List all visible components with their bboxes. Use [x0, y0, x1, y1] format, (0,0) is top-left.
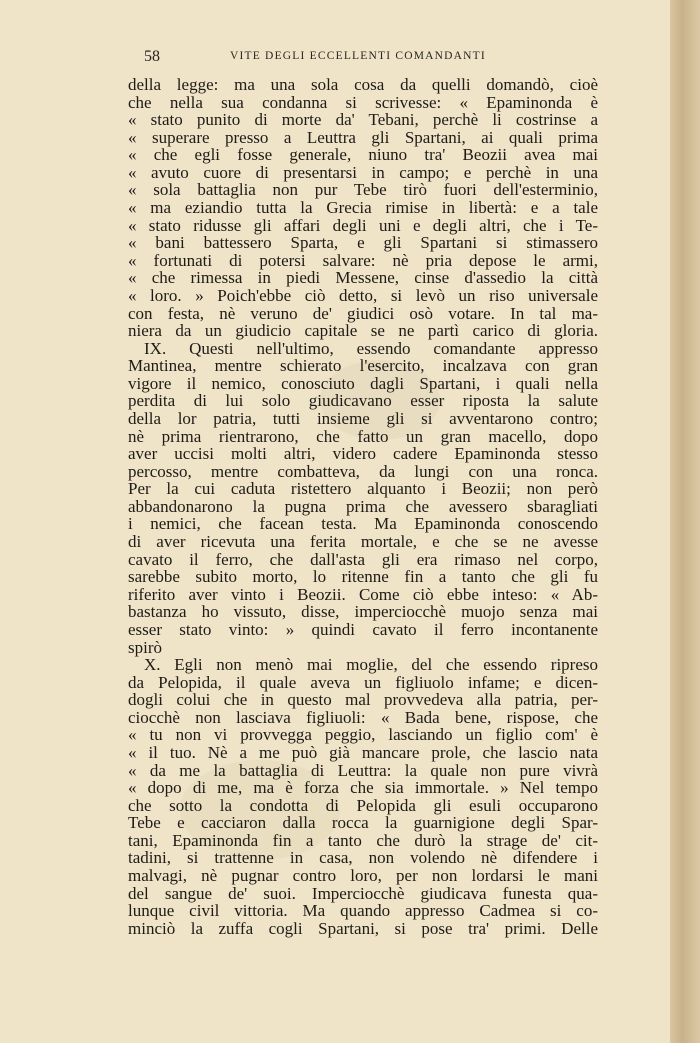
- text-line: « avuto cuore di presentarsi in campo; e perchè in una: [128, 162, 598, 182]
- text-line: Per la cui caduta ristettero alquanto i Beozii; non però: [128, 479, 598, 499]
- text-line: X. Egli non menò mai moglie, del che essendo ripreso: [144, 655, 598, 675]
- text-line: sarebbe subito morto, lo ritenne fin a tanto che gli fu: [128, 567, 598, 587]
- text-line: « bani battessero Sparta, e gli Spartani si stimassero: [128, 233, 598, 253]
- text-line: cavato il ferro, che dall'asta gli era rimaso nel corpo,: [128, 549, 598, 569]
- text-line: con festa, nè veruno de' giudici osò votare. In tal ma-: [128, 303, 598, 323]
- text-line: tani, Epaminonda fin a tanto che durò la strage de' cit-: [128, 830, 598, 850]
- running-title: VITE DEGLI ECCELLENTI COMANDANTI: [230, 50, 486, 62]
- text-line: i nemici, che facean testa. Ma Epaminonda conoscendo: [128, 514, 598, 534]
- text-line: « ma eziandio tutta la Grecia rimise in libertà: e a tale: [128, 198, 598, 218]
- text-line: abbandonarono la pugna prima che avessero sbaragliati: [128, 496, 598, 516]
- text-line: « che egli fosse generale, niuno tra' Beozii avea mai: [128, 145, 598, 165]
- text-line: nè prima rientrarono, che fatto un gran macello, dopo: [128, 426, 598, 446]
- text-line: da Pelopida, il quale aveva un figliuolo infame; e dicen-: [128, 672, 598, 692]
- text-line: della legge: ma una sola cosa da quelli domandò, cioè: [128, 75, 598, 94]
- text-line: niera da un giudicio capitale se ne partì carico di gloria.: [128, 321, 598, 341]
- text-line: della lor patria, tutti insieme gli si avventarono contro;: [128, 408, 598, 428]
- text-line: che nella sua condanna si scrivesse: « Epaminonda è: [128, 92, 598, 112]
- text-line: spirò: [128, 637, 162, 657]
- text-line: malvagi, nè pugnar contro loro, per non lordarsi le mani: [128, 866, 598, 886]
- text-line: « tu non vi provvegga peggio, lasciando un figlio com' è: [128, 725, 598, 745]
- text-line: tadini, si trattenne in casa, non volendo nè difendere i: [128, 848, 598, 868]
- text-line: del sangue de' suoi. Imperciocchè giudicava funesta qua-: [128, 883, 598, 903]
- text-line: vigore il nemico, conosciuto dagli Spartani, i quali nella: [128, 373, 598, 393]
- text-line: che sotto la condotta di Pelopida gli esuli occuparono: [128, 795, 598, 815]
- text-line: « sola battaglia non pur Tebe tirò fuori dell'esterminio,: [128, 180, 598, 200]
- text-line: lunque civil vittoria. Ma quando appresso Cadmea si co-: [128, 901, 598, 921]
- text-line: bastanza ho vissuto, disse, imperciocchè muojo senza mai: [128, 602, 598, 622]
- text-line: « stato punito di morte da' Tebani, perchè li costrinse a: [128, 110, 598, 130]
- text-line: riferito aver vinto i Beozii. Come ciò ebbe inteso: « Ab-: [128, 584, 598, 604]
- text-line: minciò la zuffa cogli Spartani, si pose tra' primi. Delle: [128, 918, 598, 938]
- text-line: « da me la battaglia di Leuttra: la quale non pure vivrà: [128, 760, 598, 780]
- body-text: [128, 76, 598, 937]
- text-line: Mantinea, mentre schierato l'esercito, incalzava con gran: [128, 356, 598, 376]
- text-line: « che rimessa in piedi Messene, cinse d'assedio la città: [128, 268, 598, 288]
- text-line: « loro. » Poich'ebbe ciò detto, si levò un riso universale: [128, 285, 598, 305]
- text-line: aver uccisi molti altri, videro cadere Epaminonda stesso: [128, 444, 598, 464]
- text-line: perdita di lui solo giudicavano esser riposta la salute: [128, 391, 598, 411]
- text-line: « il tuo. Nè a me può già mancare prole, che lascio nata: [128, 742, 598, 762]
- text-line: « superare presso a Leuttra gli Spartani, ai quali prima: [128, 127, 598, 147]
- text-line: ciocchè non lasciava figliuoli: « Bada bene, rispose, che: [128, 707, 598, 727]
- page-header: [130, 48, 596, 68]
- page-number: 58: [144, 48, 160, 65]
- text-line: percosso, mentre combatteva, da lungi con una ronca.: [128, 461, 598, 481]
- text-line: Tebe e cacciaron dalla rocca la guarnigione degli Spar-: [128, 813, 598, 833]
- text-line: « stato ridusse gli affari degli uni e degli altri, che i Te-: [128, 215, 598, 235]
- text-line: « dopo di me, ma è forza che sia immortale. » Nel tempo: [128, 778, 598, 798]
- text-line: dogli colui che in questo mal provvedeva alla patria, per-: [128, 690, 598, 710]
- text-line: esser stato vinto: » quindi cavato il ferro incontanente: [128, 619, 598, 639]
- text-line: « fortunati di potersi salvare: nè pria depose le armi,: [128, 250, 598, 270]
- text-line: IX. Questi nell'ultimo, essendo comandante appresso: [144, 338, 598, 358]
- page-edge: [670, 0, 700, 1043]
- text-line: di aver ricevuta una ferita mortale, e che se ne avesse: [128, 532, 598, 552]
